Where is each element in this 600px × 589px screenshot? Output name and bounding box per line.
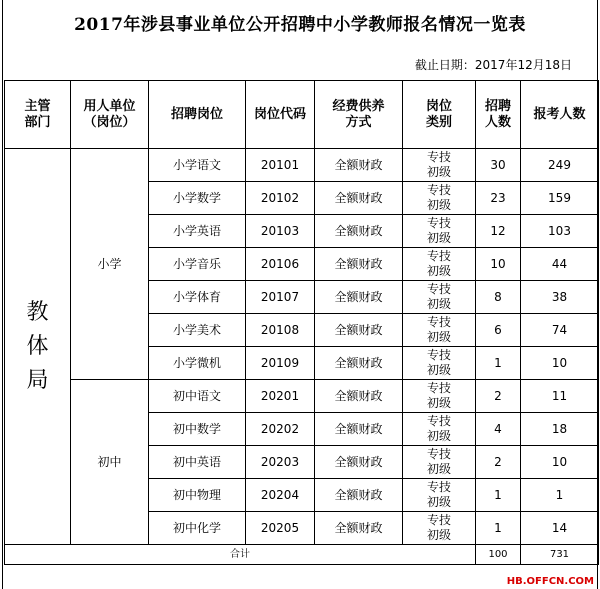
total-quota: 100 <box>476 545 521 565</box>
applicants-cell: 14 <box>521 512 599 545</box>
position-cell: 小学美术 <box>149 314 246 347</box>
header-funding: 经费供养 方式 <box>315 81 403 149</box>
quota-cell: 6 <box>476 314 521 347</box>
funding-cell: 全额财政 <box>315 512 403 545</box>
header-quota: 招聘 人数 <box>476 81 521 149</box>
quota-cell: 10 <box>476 248 521 281</box>
table-row <box>5 149 599 182</box>
category-cell: 专技 初级 <box>403 512 476 545</box>
funding-cell: 全额财政 <box>315 446 403 479</box>
header-position: 招聘岗位 <box>149 81 246 149</box>
applicants-cell: 10 <box>521 347 599 380</box>
applicants-cell: 74 <box>521 314 599 347</box>
funding-cell: 全额财政 <box>315 347 403 380</box>
quota-cell: 30 <box>476 149 521 182</box>
header-category: 岗位 类别 <box>403 81 476 149</box>
code-cell: 20204 <box>246 479 315 512</box>
watermark-logo: HB.OFFCN.COM <box>506 576 594 587</box>
position-cell: 小学音乐 <box>149 248 246 281</box>
deadline-date: 截止日期：2017年12月18日 <box>414 58 572 72</box>
applicants-cell: 249 <box>521 149 599 182</box>
quota-cell: 1 <box>476 479 521 512</box>
code-cell: 20109 <box>246 347 315 380</box>
category-cell: 专技 初级 <box>403 314 476 347</box>
header-unit: 用人单位 （岗位） <box>71 81 149 149</box>
funding-cell: 全额财政 <box>315 479 403 512</box>
category-cell: 专技 初级 <box>403 446 476 479</box>
position-cell: 小学语文 <box>149 149 246 182</box>
category-cell: 专技 初级 <box>403 380 476 413</box>
position-cell: 小学微机 <box>149 347 246 380</box>
position-cell: 小学体育 <box>149 281 246 314</box>
quota-cell: 8 <box>476 281 521 314</box>
quota-cell: 1 <box>476 347 521 380</box>
code-cell: 20106 <box>246 248 315 281</box>
applicants-cell: 18 <box>521 413 599 446</box>
code-cell: 20203 <box>246 446 315 479</box>
header-row <box>5 81 599 149</box>
code-cell: 20101 <box>246 149 315 182</box>
table-row <box>5 380 599 413</box>
total-label: 合计 <box>5 545 476 565</box>
quota-cell: 4 <box>476 413 521 446</box>
funding-cell: 全额财政 <box>315 413 403 446</box>
position-cell: 初中化学 <box>149 512 246 545</box>
header-applicants: 报考人数 <box>521 81 599 149</box>
quota-cell: 2 <box>476 446 521 479</box>
applicants-cell: 11 <box>521 380 599 413</box>
funding-cell: 全额财政 <box>315 248 403 281</box>
code-cell: 20107 <box>246 281 315 314</box>
funding-cell: 全额财政 <box>315 281 403 314</box>
code-cell: 20205 <box>246 512 315 545</box>
applicants-cell: 1 <box>521 479 599 512</box>
quota-cell: 23 <box>476 182 521 215</box>
category-cell: 专技 初级 <box>403 281 476 314</box>
quota-cell: 12 <box>476 215 521 248</box>
position-cell: 初中语文 <box>149 380 246 413</box>
page-title: 2017年涉县事业单位公开招聘中小学教师报名情况一览表 <box>74 14 526 35</box>
unit-cell: 小学 <box>71 149 149 380</box>
category-cell: 专技 初级 <box>403 413 476 446</box>
category-cell: 专技 初级 <box>403 248 476 281</box>
category-cell: 专技 初级 <box>403 182 476 215</box>
funding-cell: 全额财政 <box>315 380 403 413</box>
header-code: 岗位代码 <box>246 81 315 149</box>
total-row <box>5 545 599 565</box>
funding-cell: 全额财政 <box>315 314 403 347</box>
funding-cell: 全额财政 <box>315 215 403 248</box>
quota-cell: 1 <box>476 512 521 545</box>
position-cell: 初中物理 <box>149 479 246 512</box>
category-cell: 专技 初级 <box>403 479 476 512</box>
position-cell: 小学英语 <box>149 215 246 248</box>
applicants-cell: 10 <box>521 446 599 479</box>
total-applicants: 731 <box>521 545 599 565</box>
dept-char: 体 <box>26 333 49 359</box>
position-cell: 初中英语 <box>149 446 246 479</box>
code-cell: 20103 <box>246 215 315 248</box>
registration-table <box>4 80 599 565</box>
category-cell: 专技 初级 <box>403 347 476 380</box>
category-cell: 专技 初级 <box>403 215 476 248</box>
code-cell: 20202 <box>246 413 315 446</box>
funding-cell: 全额财政 <box>315 149 403 182</box>
position-cell: 小学数学 <box>149 182 246 215</box>
code-cell: 20102 <box>246 182 315 215</box>
dept-cell <box>5 149 71 545</box>
applicants-cell: 103 <box>521 215 599 248</box>
applicants-cell: 38 <box>521 281 599 314</box>
dept-char: 教 <box>26 299 49 325</box>
applicants-cell: 44 <box>521 248 599 281</box>
applicants-cell: 159 <box>521 182 599 215</box>
dept-char: 局 <box>26 367 49 393</box>
category-cell: 专技 初级 <box>403 149 476 182</box>
position-cell: 初中数学 <box>149 413 246 446</box>
quota-cell: 2 <box>476 380 521 413</box>
unit-cell: 初中 <box>71 380 149 545</box>
code-cell: 20201 <box>246 380 315 413</box>
funding-cell: 全额财政 <box>315 182 403 215</box>
header-dept: 主管 部门 <box>5 81 71 149</box>
code-cell: 20108 <box>246 314 315 347</box>
